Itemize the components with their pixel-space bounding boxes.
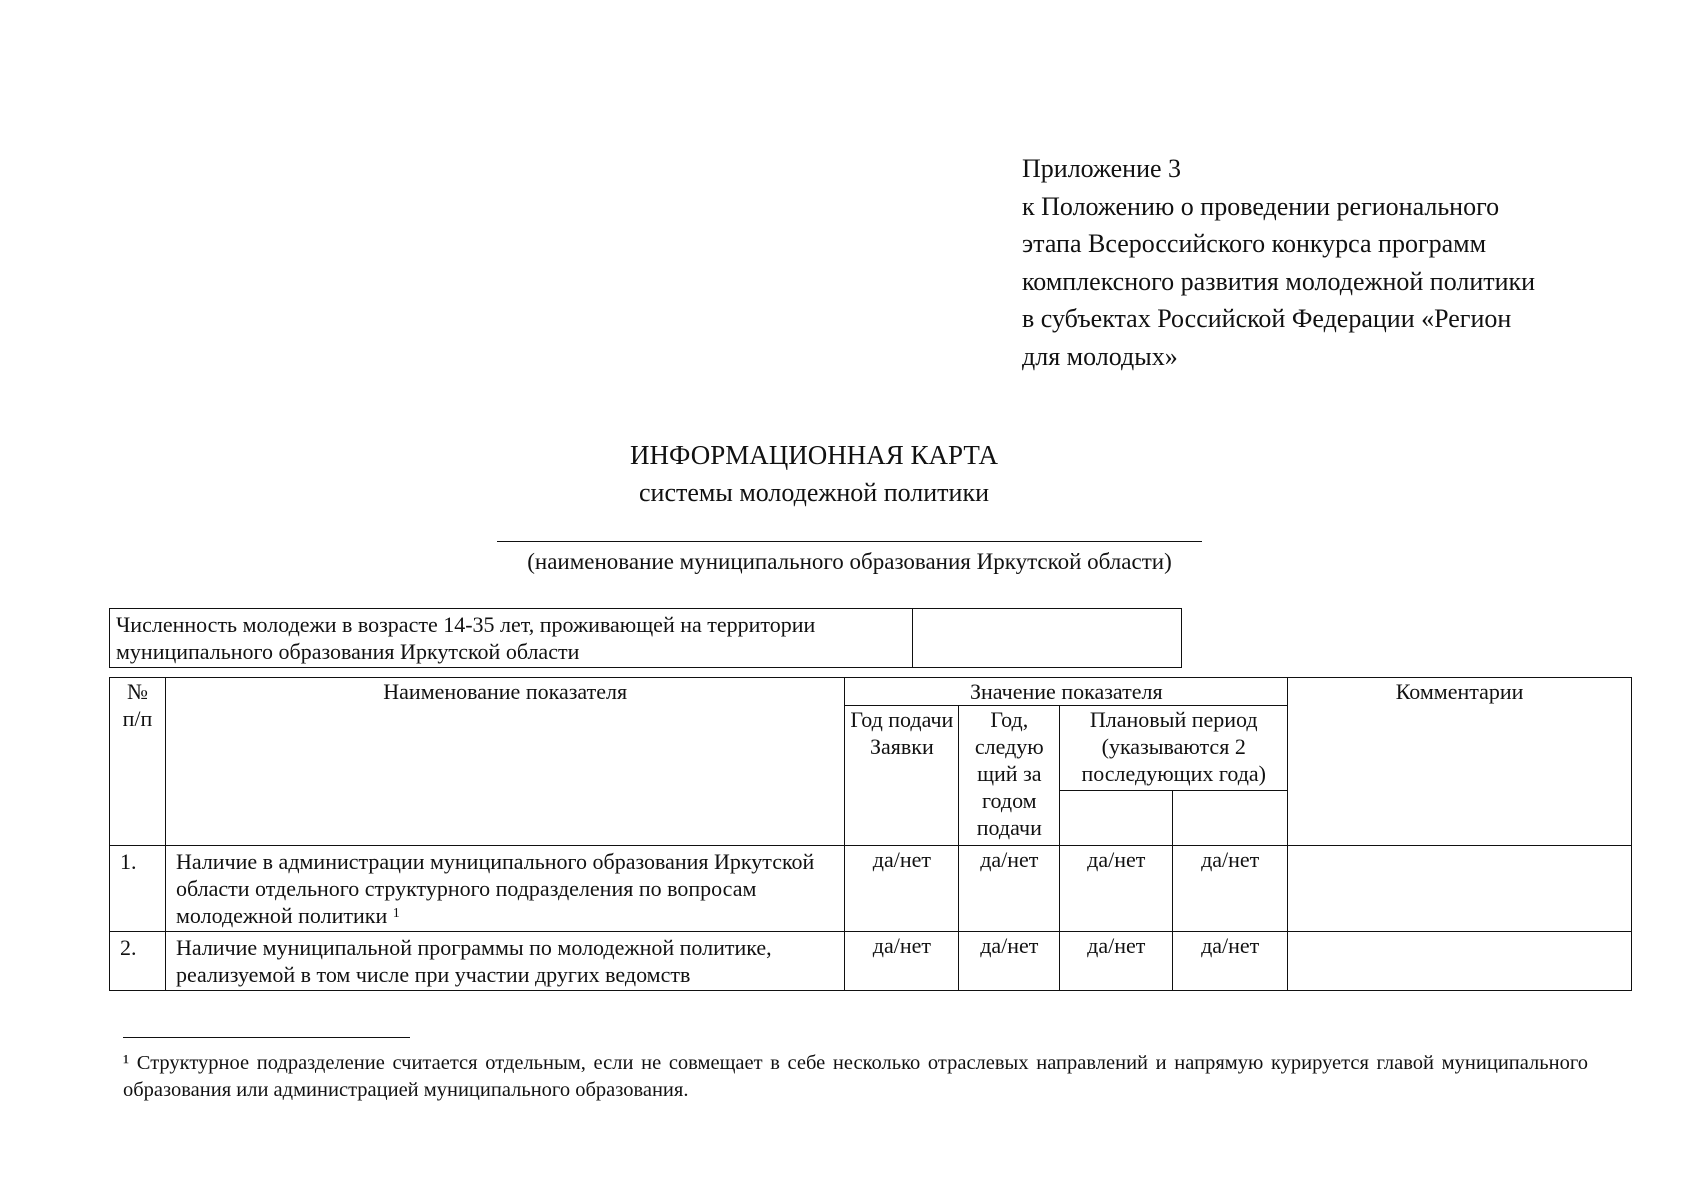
- indicators-table: [109, 677, 1632, 991]
- appendix-line: Приложение 3: [1022, 154, 1182, 183]
- row-value[interactable]: да/нет: [845, 932, 959, 991]
- document-subtitle: системы молодежной политики: [639, 478, 989, 507]
- row-number: 1.: [110, 846, 166, 932]
- row-indicator: Наличие муниципальной программы по молодежной политике, реализуемой в том числе при участии других ведомств: [165, 932, 844, 991]
- municipality-caption: (наименование муниципального образования Иркутской области): [527, 549, 1172, 574]
- header-year-application: Год подачи Заявки: [845, 706, 959, 846]
- row-value[interactable]: да/нет: [1060, 846, 1173, 932]
- row-number: 2.: [110, 932, 166, 991]
- appendix-line: для молодых»: [1022, 341, 1178, 371]
- header-planned-period: Плановый период (указываются 2 последующих года): [1060, 706, 1288, 791]
- row-value[interactable]: да/нет: [959, 846, 1060, 932]
- appendix-line: к Положению о проведении регионального: [1022, 191, 1500, 221]
- row-comment[interactable]: [1288, 846, 1632, 932]
- header-indicator: Наименование показателя: [165, 678, 844, 846]
- row-value[interactable]: да/нет: [959, 932, 1060, 991]
- population-table: [109, 608, 1182, 668]
- row-value[interactable]: да/нет: [845, 846, 959, 932]
- header-comments: Комментарии: [1288, 678, 1632, 846]
- row-value[interactable]: да/нет: [1173, 846, 1288, 932]
- document-title: ИНФОРМАЦИОННАЯ КАРТА: [630, 440, 998, 470]
- row-value[interactable]: да/нет: [1173, 932, 1288, 991]
- appendix-line: комплексного развития молодежной политики: [1022, 266, 1536, 296]
- appendix-line: в субъектах Российской Федерации «Регион: [1022, 304, 1512, 333]
- row-value[interactable]: да/нет: [1060, 932, 1173, 991]
- footnote-text: ¹ Структурное подразделение считается отдельным, если не совмещает в себе несколько отраслевых направлений и напрямую курируется главой муниципального образования или администрацией муниципального образования.: [123, 1052, 1588, 1101]
- header-planned-year-1: [1060, 791, 1173, 846]
- population-value-cell[interactable]: [913, 609, 1182, 668]
- header-value-group: Значение показателя: [845, 678, 1288, 706]
- appendix-line: этапа Всероссийского конкурса программ: [1022, 229, 1487, 258]
- footnote-separator: [123, 1037, 410, 1038]
- header-planned-year-2: [1173, 791, 1288, 846]
- population-label: Численность молодежи в возрасте 14-35 лет, проживающей на территории муниципального образования Иркутской области: [110, 609, 913, 668]
- appendix-reference: [1022, 150, 1535, 375]
- municipality-name-line[interactable]: [497, 541, 1202, 542]
- table-row: [110, 846, 1632, 932]
- row-indicator: Наличие в администрации муниципального образования Иркутской области отдельного структурного подразделения по вопросам молодежной политики $^1$: [165, 846, 844, 932]
- header-number: № п/п: [110, 678, 166, 846]
- header-year-next: Год, следую щий за годом подачи: [959, 706, 1060, 846]
- footnote-ref: 1: [392, 906, 400, 921]
- table-row: [110, 932, 1632, 991]
- row-comment[interactable]: [1288, 932, 1632, 991]
